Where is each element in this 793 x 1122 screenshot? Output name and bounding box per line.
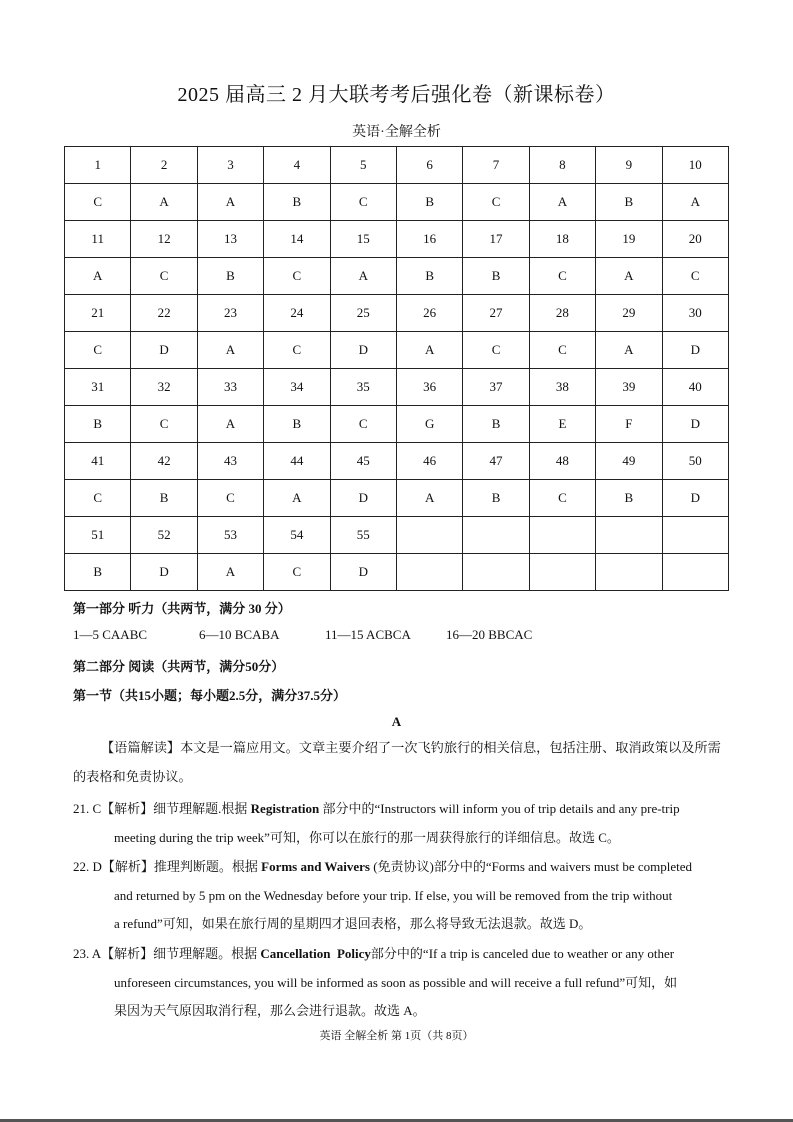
question-number-cell: 10	[662, 147, 728, 184]
answer-cell: B	[197, 258, 263, 295]
answer-cell: A	[596, 258, 662, 295]
question-number-cell: 12	[131, 221, 197, 258]
question-number-cell: 54	[264, 517, 330, 554]
question-number-cell: 1	[65, 147, 131, 184]
answer-cell	[529, 554, 595, 591]
answer-cell: C	[264, 554, 330, 591]
question-number-cell: 11	[65, 221, 131, 258]
section1-heading: 第一节（共15小题；每小题2.5分，满分37.5分）	[73, 688, 347, 703]
question-number-cell: 17	[463, 221, 529, 258]
part1-answers	[73, 627, 532, 643]
part1-heading: 第一部分 听力（共两节，满分 30 分）	[73, 601, 291, 616]
question-number-cell: 43	[197, 443, 263, 480]
question-number-cell: 45	[330, 443, 396, 480]
item-text: 部分中的“Instructors will inform you of trip details and any pre-trip	[319, 801, 680, 816]
question-number-cell: 6	[396, 147, 462, 184]
passage-intro: 【语篇解读】本文是一篇应用文。文章主要介绍了一次飞钓旅行的相关信息，包括注册、取消政策以及所需的表格和免责协议。	[73, 740, 721, 784]
question-number-cell: 51	[65, 517, 131, 554]
answer-cell: A	[396, 332, 462, 369]
question-number-cell: 3	[197, 147, 263, 184]
answer-row	[65, 258, 729, 295]
question-number-row	[65, 369, 729, 406]
answer-row	[65, 480, 729, 517]
explanation-item-23	[73, 940, 729, 1026]
answer-cell: A	[65, 258, 131, 295]
answer-cell: C	[529, 480, 595, 517]
item-continuation: 果因为天气原因取消行程，那么会进行退款。故选 A。	[114, 1003, 426, 1018]
question-number-cell: 41	[65, 443, 131, 480]
explanation-item-22	[73, 853, 729, 939]
answer-cell: B	[131, 480, 197, 517]
answer-cell: C	[529, 332, 595, 369]
question-number-cell	[662, 517, 728, 554]
answer-cell: B	[596, 480, 662, 517]
question-number-cell: 4	[264, 147, 330, 184]
question-number-cell: 5	[330, 147, 396, 184]
question-number-cell: 27	[463, 295, 529, 332]
question-number-cell: 44	[264, 443, 330, 480]
question-number-cell: 37	[463, 369, 529, 406]
question-number-cell: 16	[396, 221, 462, 258]
answer-cell: D	[330, 480, 396, 517]
answer-cell: B	[65, 406, 131, 443]
answer-cell: A	[131, 184, 197, 221]
question-number-cell: 55	[330, 517, 396, 554]
question-number-cell: 35	[330, 369, 396, 406]
answer-cell: C	[197, 480, 263, 517]
answer-cell: B	[264, 184, 330, 221]
answer-cell: A	[662, 184, 728, 221]
question-number-row	[65, 147, 729, 184]
question-number-cell: 53	[197, 517, 263, 554]
item-prefix: 23. A【解析】细节理解题。根据	[73, 946, 261, 961]
item-continuation: meeting during the trip week”可知，你可以在旅行的那一周获得旅行的详细信息。故选 C。	[114, 829, 620, 845]
document-title: 2025 届高三 2 月大联考考后强化卷（新课标卷）	[177, 84, 616, 106]
question-number-cell: 14	[264, 221, 330, 258]
answer-cell: F	[596, 406, 662, 443]
question-number-cell: 30	[662, 295, 728, 332]
item-continuation: a refund”可知，如果在旅行周的星期四才退回表格，那么将导致无法退款。故选 D。	[114, 916, 592, 931]
question-number-cell: 40	[662, 369, 728, 406]
question-number-cell: 7	[463, 147, 529, 184]
answer-cell: B	[65, 554, 131, 591]
answer-cell: B	[396, 184, 462, 221]
answer-cell: A	[330, 258, 396, 295]
answer-cell: A	[197, 406, 263, 443]
question-number-row	[65, 517, 729, 554]
answer-cell: A	[197, 184, 263, 221]
item-continuation: unforeseen circumstances, you will be informed as soon as possible and will receive a full refund”可知，如	[114, 974, 678, 990]
question-number-cell: 47	[463, 443, 529, 480]
listening-answers-11-15: 11—15 ACBCA	[325, 627, 411, 642]
answer-cell: E	[529, 406, 595, 443]
answer-cell: D	[662, 480, 728, 517]
answer-cell: C	[131, 258, 197, 295]
listening-answers-6-10: 6—10 BCABA	[199, 627, 280, 642]
answer-cell: B	[596, 184, 662, 221]
answer-cell: D	[662, 332, 728, 369]
question-number-cell	[463, 517, 529, 554]
item-keyword: Registration	[250, 801, 320, 816]
question-number-cell: 19	[596, 221, 662, 258]
question-number-cell: 26	[396, 295, 462, 332]
item-text: 部分中的“If a trip is canceled due to weather or any other	[370, 946, 675, 961]
question-number-row	[65, 221, 729, 258]
answer-cell: C	[65, 184, 131, 221]
question-number-cell: 13	[197, 221, 263, 258]
question-number-cell	[529, 517, 595, 554]
question-number-cell: 25	[330, 295, 396, 332]
question-number-cell: 23	[197, 295, 263, 332]
answer-cell: A	[596, 332, 662, 369]
question-number-row	[65, 443, 729, 480]
answer-cell: A	[264, 480, 330, 517]
question-number-cell: 28	[529, 295, 595, 332]
question-number-cell	[396, 517, 462, 554]
question-number-cell: 29	[596, 295, 662, 332]
listening-answers-1-5: 1—5 CAABC	[73, 627, 148, 642]
question-number-cell: 50	[662, 443, 728, 480]
question-number-cell: 22	[131, 295, 197, 332]
passage-label: A	[391, 714, 402, 729]
answer-cell: C	[65, 480, 131, 517]
answer-cell: C	[330, 406, 396, 443]
answer-cell: D	[131, 332, 197, 369]
question-number-cell: 38	[529, 369, 595, 406]
question-number-cell	[596, 517, 662, 554]
answer-cell: C	[330, 184, 396, 221]
answer-cell: C	[65, 332, 131, 369]
answer-cell	[463, 554, 529, 591]
item-continuation: and returned by 5 pm on the Wednesday before your trip. If else, you will be removed from the trip without	[114, 887, 673, 903]
item-prefix: 21. C【解析】细节理解题.根据	[73, 801, 251, 816]
question-number-row	[65, 295, 729, 332]
answer-cell: D	[662, 406, 728, 443]
answer-cell: C	[463, 184, 529, 221]
answer-cell: C	[529, 258, 595, 295]
answer-table	[64, 146, 729, 591]
item-keyword: Forms and Waivers	[261, 859, 370, 874]
answer-cell: D	[131, 554, 197, 591]
answer-cell: A	[197, 554, 263, 591]
answer-cell: C	[264, 258, 330, 295]
answer-cell: D	[330, 554, 396, 591]
answer-cell	[596, 554, 662, 591]
question-number-cell: 2	[131, 147, 197, 184]
question-number-cell: 21	[65, 295, 131, 332]
answer-cell: B	[463, 406, 529, 443]
question-number-cell: 15	[330, 221, 396, 258]
listening-answers-16-20: 16—20 BBCAC	[446, 627, 533, 642]
item-text: (免责协议)部分中的“Forms and waivers must be completed	[369, 859, 693, 874]
question-number-cell: 39	[596, 369, 662, 406]
question-number-cell: 32	[131, 369, 197, 406]
explanation-item-21	[73, 795, 729, 852]
question-number-cell: 18	[529, 221, 595, 258]
question-number-cell: 42	[131, 443, 197, 480]
answer-cell: A	[197, 332, 263, 369]
question-number-cell: 49	[596, 443, 662, 480]
question-number-cell: 9	[596, 147, 662, 184]
answer-cell: C	[131, 406, 197, 443]
question-number-cell: 8	[529, 147, 595, 184]
answer-cell: B	[396, 258, 462, 295]
answer-cell	[396, 554, 462, 591]
answer-cell: C	[463, 332, 529, 369]
question-number-cell: 36	[396, 369, 462, 406]
answer-row	[65, 406, 729, 443]
answer-cell: B	[463, 258, 529, 295]
answer-cell: B	[463, 480, 529, 517]
answer-row	[65, 184, 729, 221]
answer-cell: C	[264, 332, 330, 369]
question-number-cell: 46	[396, 443, 462, 480]
question-number-cell: 33	[197, 369, 263, 406]
question-number-cell: 52	[131, 517, 197, 554]
item-keyword: Cancellation Policy	[260, 946, 371, 961]
question-number-cell: 34	[264, 369, 330, 406]
answer-cell: C	[662, 258, 728, 295]
part2-heading: 第二部分 阅读（共两节，满分50分）	[73, 659, 285, 674]
answer-cell: B	[264, 406, 330, 443]
answer-row	[65, 332, 729, 369]
question-number-cell: 48	[529, 443, 595, 480]
answer-cell: A	[529, 184, 595, 221]
question-number-cell: 31	[65, 369, 131, 406]
answer-cell: A	[396, 480, 462, 517]
answer-cell	[662, 554, 728, 591]
question-number-cell: 20	[662, 221, 728, 258]
answer-cell: D	[330, 332, 396, 369]
answer-row	[65, 554, 729, 591]
question-number-cell: 24	[264, 295, 330, 332]
item-prefix: 22. D【解析】推理判断题。根据	[73, 859, 262, 874]
document-subtitle: 英语·全解全析	[352, 125, 441, 140]
answer-cell: G	[396, 406, 462, 443]
page-footer: 英语 全解全析 第 1页（共 8页）	[319, 1030, 474, 1042]
